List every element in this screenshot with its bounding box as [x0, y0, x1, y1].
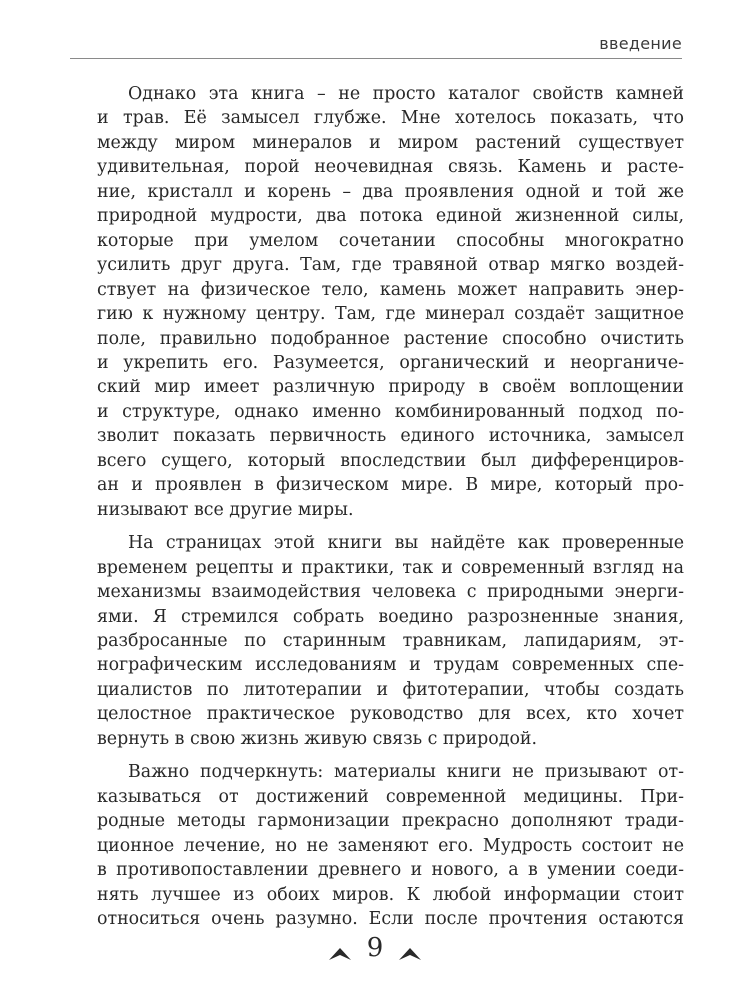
text-line: ан и проявлен в физическом мире. В мире, который про- [97, 475, 684, 496]
paragraph-2 [66, 531, 684, 751]
text-line: Однако эта книга – не просто каталог свойств камней [128, 84, 684, 104]
text-line: разбросанные по старинным травникам, лапидариям, эт- [97, 630, 684, 651]
text-line: между миром минералов и миром растений существует [97, 132, 684, 153]
text-line: всего сущего, который впоследствии был дифференциров- [97, 450, 684, 471]
text-line: низывают все другие миры. [97, 499, 354, 520]
arrowhead-ornament-icon [328, 938, 352, 952]
text-line: механизмы взаимодействия человека с природными энерги- [97, 582, 684, 603]
paragraph-3 [66, 760, 684, 931]
text-line: целостное практическое руководство для всех, кто хочет [97, 704, 684, 725]
text-line: гию к нужному центру. Там, где минерал создаёт защитное [97, 304, 684, 325]
text-line: ский мир имеет различную природу в своём воплощении [97, 377, 684, 398]
paragraph-1 [66, 82, 684, 522]
text-line: поле, правильно подобранное растение способно очистить [97, 328, 684, 349]
text-line: На страницах этой книги вы найдёте как проверенные [128, 533, 684, 554]
text-line: казываться от достижений современной медицины. При- [97, 786, 684, 807]
text-line: вернуть в свою жизнь живую связь с природой. [97, 728, 538, 749]
text-line: нять лучшее из обоих миров. К любой информации стоит [97, 884, 684, 905]
text-line: циалистов по литотерапии и фитотерапии, чтобы создать [97, 679, 684, 700]
text-line: зволит показать первичность единого источника, замысел [97, 426, 684, 447]
running-title: введение [599, 34, 682, 53]
text-line: усилить друг друга. Там, где травяной отвар мягко воздей- [97, 255, 684, 276]
text-line: удивительная, порой неочевидная связь. Камень и расте- [97, 157, 684, 178]
text-line: нографическим исследованиям и трудам современных спе- [97, 655, 684, 676]
text-line: ствует на физическое тело, камень может направить энер- [97, 279, 684, 300]
text-line: и структуре, однако именно комбинированный подход по- [97, 401, 684, 422]
header-rule [70, 58, 682, 59]
text-line: временем рецепты и практики, так и современный взгляд на [97, 557, 684, 578]
text-line: относиться очень разумно. Если после прочтения остаются [97, 908, 684, 929]
text-line: природной мудрости, два потока единой жизненной силы, [97, 206, 684, 227]
arrowhead-ornament-icon [398, 938, 422, 952]
page-number-footer [0, 932, 750, 963]
page-number: 9 [366, 933, 384, 963]
text-line: ционное лечение, но не заменяют его. Мудрость состоит не [97, 835, 684, 856]
text-line: в противопоставлении древнего и нового, а в умении соеди- [97, 860, 684, 881]
text-line: Важно подчеркнуть: материалы книги не призывают от- [128, 762, 684, 783]
body-text [66, 82, 684, 940]
text-line: и укрепить его. Разумеется, органический и неорганиче- [97, 352, 684, 373]
text-line: и трав. Её замысел глубже. Мне хотелось показать, что [97, 108, 684, 129]
text-line: ние, кристалл и корень – два проявления одной и той же [97, 181, 684, 202]
text-line: родные методы гармонизации прекрасно дополняют тради- [97, 811, 684, 832]
text-line: которые при умелом сочетании способны многократно [97, 230, 684, 251]
text-line: ями. Я стремился собрать воедино разрозненные знания, [97, 606, 684, 627]
